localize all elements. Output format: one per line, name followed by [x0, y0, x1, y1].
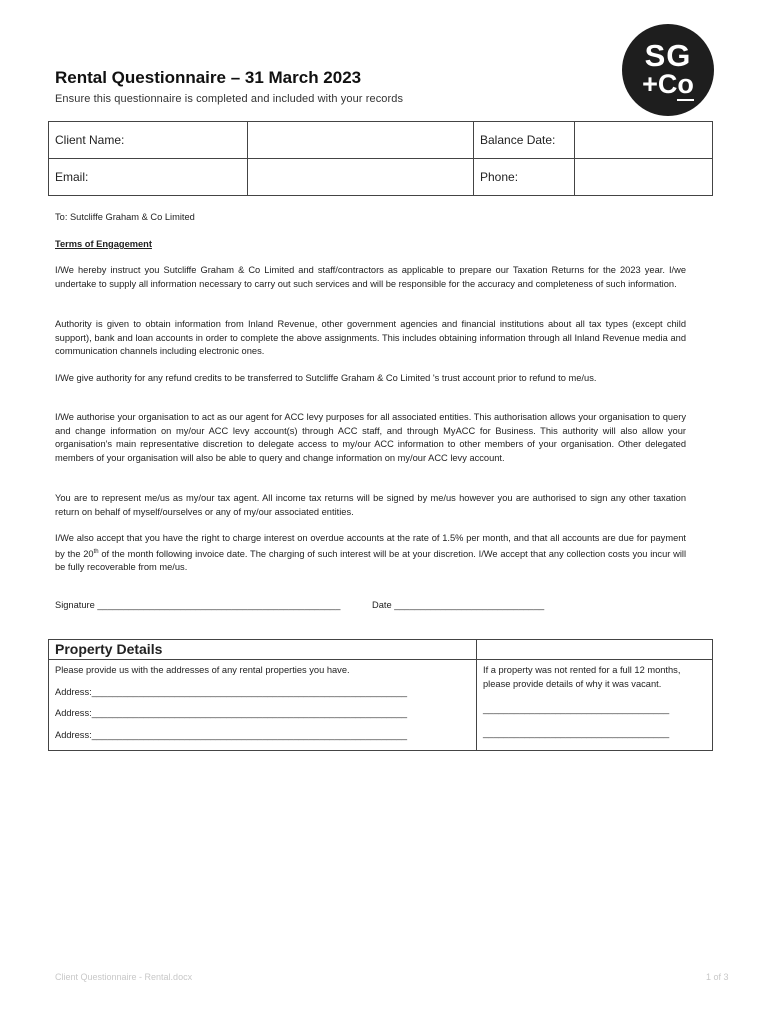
- addressee-line: To: Sutcliffe Graham & Co Limited: [55, 212, 195, 222]
- date-field[interactable]: Date _____________________________: [372, 600, 545, 610]
- vacancy-question: If a property was not rented for a full 12 months, please provide details of why it was vacant.: [483, 665, 681, 689]
- terms-paragraph-4: I/We authorise your organisation to act as our agent for ACC levy purposes for all associated entities. This authorisation allows your organisation to query and change information on my/our ACC levy account(s) through ACC staff, and through MyACC for Business. This authority will also allow your organisation's main representative discretion to delegate access to my/our ACC information to other members of your organisation. Other delegated members of your organisation will also be able to query and change information on my/our ACC levy account.: [55, 412, 686, 463]
- phone-label: Phone:: [474, 159, 575, 196]
- logo-plus: +: [642, 69, 658, 99]
- address-field-2[interactable]: Address:_____________________________________________________________: [55, 708, 408, 718]
- footer-page-number: 1 of 3: [706, 972, 729, 982]
- vacancy-cell: [477, 660, 713, 751]
- property-addresses-cell: [49, 660, 477, 751]
- p6-part-a: I/We also accept that you have the right to charge interest on overdue accounts at the rate of 1.5% per month, and that all accounts are due for payment by the 20: [55, 533, 686, 559]
- logo-line2: [622, 70, 714, 98]
- terms-paragraph-2: Authority is given to obtain information from Inland Revenue, other government agencies and financial institutions about all tax types (except child support), bank and loan accounts in order to complete the above assignments. This includes obtaining information through all Inland Revenue media and communication channels including electronic ones.: [55, 319, 686, 356]
- balance-date-field[interactable]: [575, 122, 713, 159]
- terms-paragraph-6: [55, 532, 686, 575]
- terms-paragraph-3: I/We give authority for any refund credits to be transferred to Sutcliffe Graham & Co Limited 's trust account prior to refund to me/us.: [55, 373, 597, 383]
- client-info-table: [48, 121, 713, 196]
- email-label: Email:: [49, 159, 248, 196]
- p6-part-b: of the month following invoice date. The charging of such interest will be at your discretion. I/We accept that any collection costs you incur will be fully recoverable from me/us.: [55, 548, 687, 573]
- property-details-heading-blank: [477, 640, 713, 660]
- page-subtitle: Ensure this questionnaire is completed and included with your records: [55, 93, 404, 105]
- balance-date-label: Balance Date:: [474, 122, 575, 159]
- footer-filename: Client Questionnaire - Rental.docx: [55, 972, 193, 982]
- client-name-label: Client Name:: [49, 122, 248, 159]
- terms-paragraph-1: I/We hereby instruct you Sutcliffe Graham & Co Limited and staff/contractors as applicable to prepare our Taxation Returns for the 2023 year. I/we undertake to supply all information necessary to carry out such services and will be responsible for the accuracy and completeness of such information.: [55, 265, 686, 289]
- sg-co-logo: [622, 24, 714, 116]
- logo-c: C: [657, 69, 678, 99]
- address-field-3[interactable]: Address:_____________________________________________________________: [55, 729, 408, 740]
- logo-line1: SG: [644, 38, 692, 73]
- address-field-1[interactable]: Address:_____________________________________________________________: [55, 686, 408, 697]
- logo-o: o: [677, 69, 694, 99]
- email-field[interactable]: [248, 159, 474, 196]
- terms-paragraph-5: You are to represent me/us as my/our tax agent. All income tax returns will be signed by me/us however you are authorised to sign any other taxation return on behalf of myself/ourselves or any of my/our associated entities.: [55, 493, 686, 517]
- property-details-table: [48, 639, 713, 751]
- p6-superscript: th: [93, 548, 99, 555]
- phone-field[interactable]: [575, 159, 713, 196]
- terms-heading: Terms of Engagement: [55, 239, 152, 249]
- signature-field[interactable]: Signature _______________________________________________: [55, 600, 341, 610]
- vacancy-field-1[interactable]: ____________________________________: [483, 704, 670, 714]
- client-name-field[interactable]: [248, 122, 474, 159]
- property-instructions: Please provide us with the addresses of any rental properties you have.: [55, 665, 350, 675]
- vacancy-field-2[interactable]: ____________________________________: [483, 727, 670, 738]
- property-details-heading: Property Details: [49, 640, 477, 660]
- page-title: Rental Questionnaire – 31 March 2023: [55, 68, 362, 87]
